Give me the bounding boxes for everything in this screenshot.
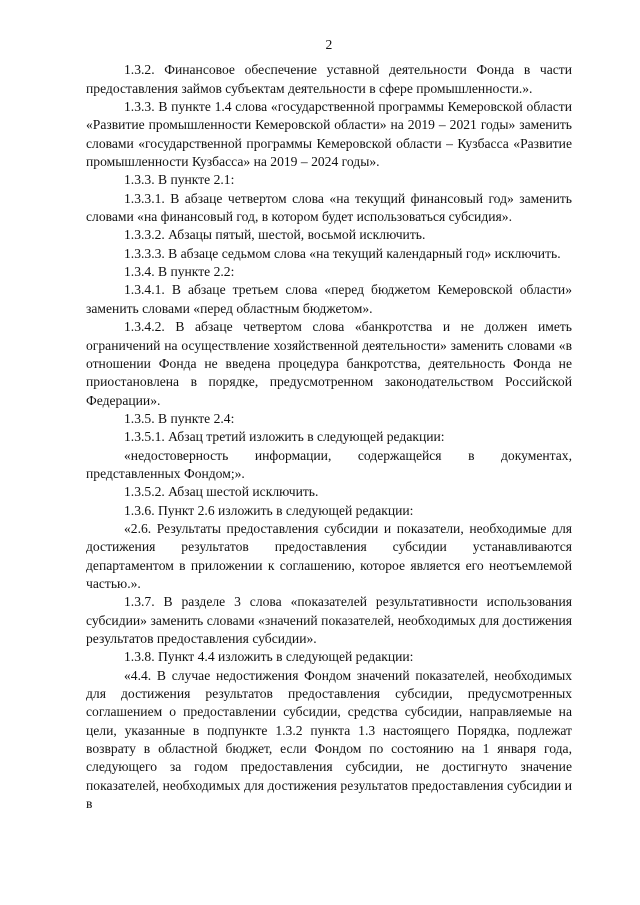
paragraph-quote-unreliable-info: «недостоверность информации, содержащейся в документах, представленных Фондом;».: [86, 447, 572, 481]
paragraph-1-3-5-1: 1.3.5.1. Абзац третий изложить в следующей редакции:: [124, 429, 445, 445]
paragraph-1-3-3-heading: 1.3.3. В пункте 2.1:: [124, 172, 235, 188]
paragraph-quote-4-4: «4.4. В случае недостижения Фондом значений показателей, необходимых для достижения результатов предоставления субсидии, предусмотренных соглашением о предоставлении субсидии, средства субсидии, направляемые на цели, указанные в подпункте 1.3.2 пункта 1.3 настоящего Порядка, подлежат возврату в областной бюджет, если Фондом по состоянию на 1 января года, следующего за годом предоставления субсидии, не достигнуто значение показателей, необходимых для достижения результатов предоставления субсидии и в: [86, 667, 572, 812]
paragraph-1-3-4-heading: 1.3.4. В пункте 2.2:: [124, 264, 235, 280]
paragraph-1-3-3-2: 1.3.3.2. Абзацы пятый, шестой, восьмой исключить.: [124, 227, 426, 243]
paragraph-1-3-7: 1.3.7. В разделе 3 слова «показателей результативности использования субсидии» заменить словами «значений показателей, необходимых для достижения результатов предоставления субсидии».: [86, 594, 572, 646]
paragraph-1-3-5-2: 1.3.5.2. Абзац шестой исключить.: [124, 484, 319, 500]
paragraph-1-3-3-3: 1.3.3.3. В абзаце седьмом слова «на текущий календарный год» исключить.: [124, 245, 561, 261]
paragraph-1-3-5-heading: 1.3.5. В пункте 2.4:: [124, 410, 235, 426]
paragraph-1-3-4-2: 1.3.4.2. В абзаце четвертом слова «банкротства и не должен иметь ограничений на осуществление хозяйственной деятельности» заменить словами «в отношении Фонда не введена процедура банкротства, деятельность Фонда не приостановлена в порядке, предусмотренном законодательством Российской Федерации».: [86, 319, 572, 408]
document-page: [86, 36, 572, 813]
paragraph-quote-2-6: «2.6. Результаты предоставления субсидии и показатели, необходимые для достижения результатов предоставления субсидии устанавливаются департаментом в приложении к соглашению, которое является его неотъемлемой частью.».: [86, 520, 572, 591]
paragraph-1-3-4-1: 1.3.4.1. В абзаце третьем слова «перед бюджетом Кемеровской области» заменить словами «перед областным бюджетом».: [86, 282, 572, 316]
paragraph-1-3-3-1: 1.3.3.1. В абзаце четвертом слова «на текущий финансовый год» заменить словами «на финансовый год, в котором будет использоваться субсидия».: [86, 190, 572, 225]
paragraph-1-3-6: 1.3.6. Пункт 2.6 изложить в следующей редакции:: [124, 502, 414, 518]
paragraph-1-3-3-item-1-4: 1.3.3. В пункте 1.4 слова «государственной программы Кемеровской области «Развитие промышленности Кемеровской области» на 2019 – 2021 годы» заменить словами «государственной программы Кемеровской области – Кузбасса «Развитие промышленности Кузбасса» на 2019 – 2024 годы».: [86, 99, 572, 170]
paragraph-1-3-8: 1.3.8. Пункт 4.4 изложить в следующей редакции:: [124, 649, 414, 665]
paragraph-1-3-2: 1.3.2. Финансовое обеспечение уставной деятельности Фонда в части предоставления займов субъектам деятельности в сфере промышленности.».: [86, 62, 572, 96]
page-number: 2: [325, 37, 333, 52]
